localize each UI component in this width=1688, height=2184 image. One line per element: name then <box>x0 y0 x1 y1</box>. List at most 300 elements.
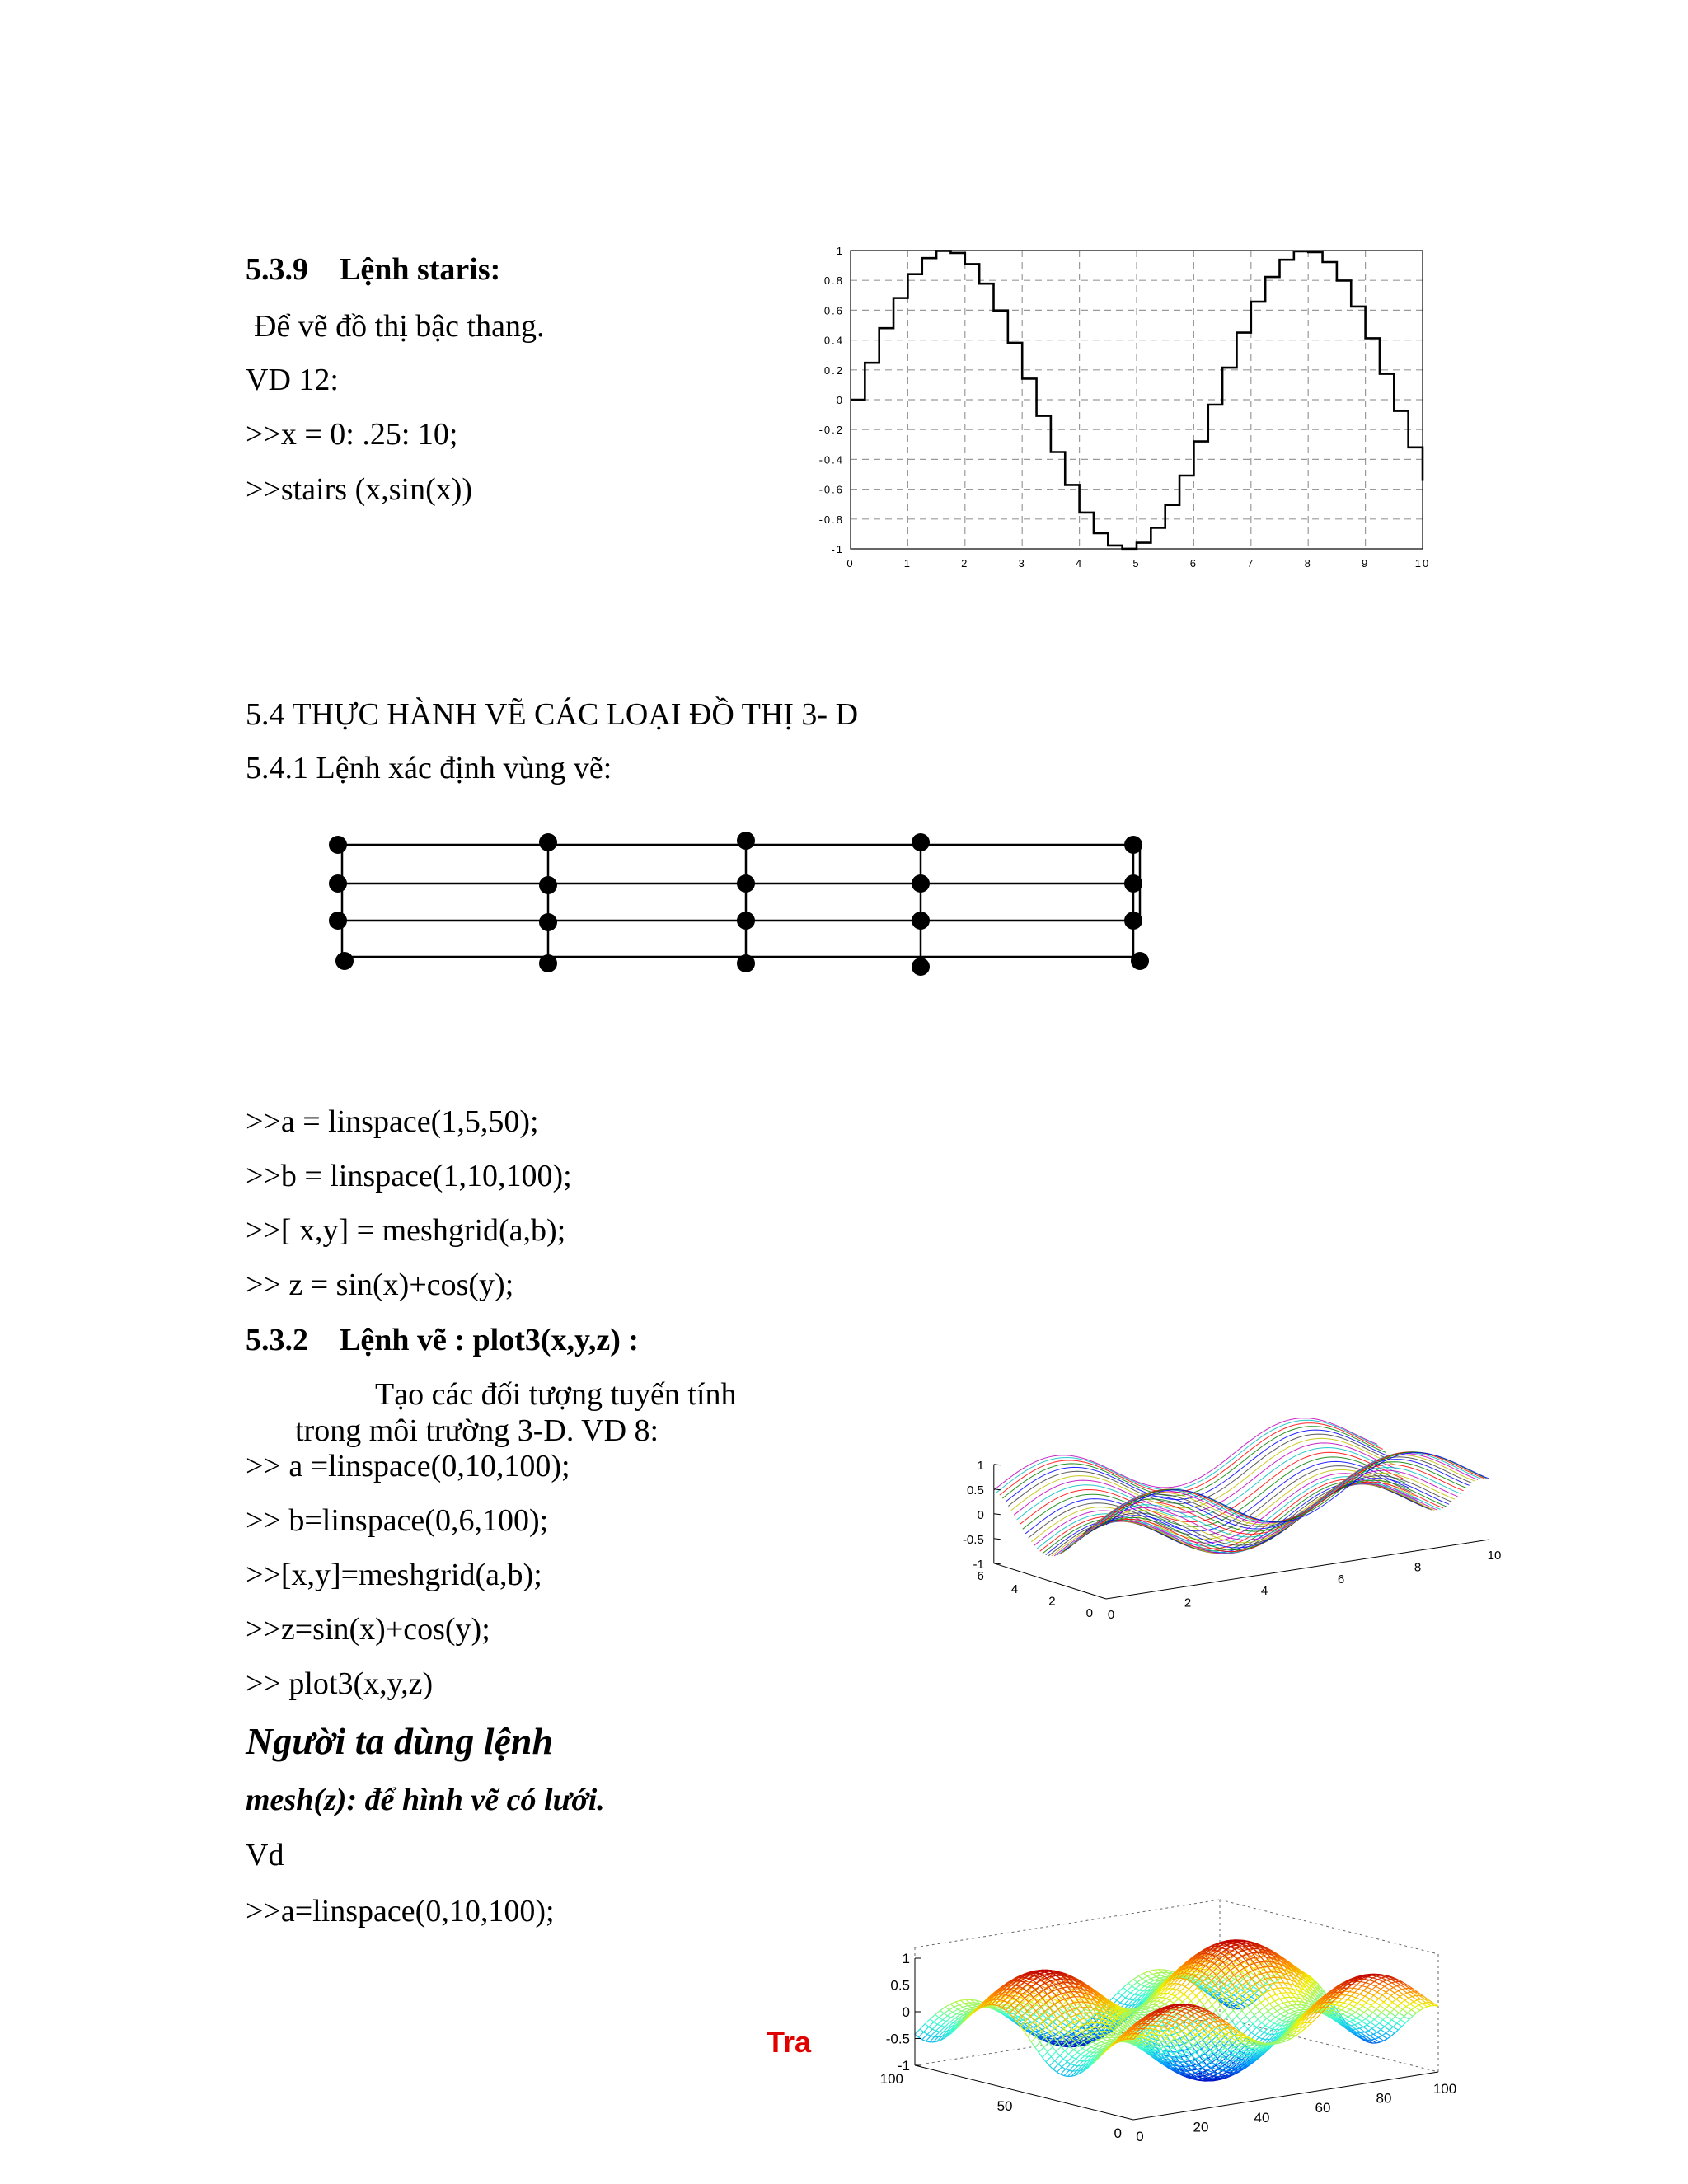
mesh-line <box>1259 1961 1264 1962</box>
mesh-line <box>1092 2042 1095 2045</box>
x-tick-label: 2 <box>1184 1596 1192 1610</box>
grid-point <box>737 912 755 930</box>
mesh-line <box>1154 1970 1159 1971</box>
mesh-line <box>1062 2046 1065 2050</box>
mesh-line <box>1144 1973 1147 1976</box>
mesh-line <box>1228 2011 1233 2016</box>
mesh-line <box>1250 2015 1254 2020</box>
y-tick-label: 4 <box>1010 1582 1019 1597</box>
mesh-line <box>1166 1994 1171 1999</box>
mesh-line <box>1232 2021 1236 2026</box>
mesh-line <box>1263 1994 1266 1999</box>
mesh-line <box>1196 1991 1201 1996</box>
mesh-line <box>1256 2003 1261 2007</box>
mesh-line <box>1239 2025 1244 2030</box>
y-tick-label: 0 <box>1085 1606 1093 1620</box>
mesh-line <box>1259 1989 1262 1994</box>
mesh-line <box>1278 1989 1281 1994</box>
mesh-line <box>1053 2047 1056 2052</box>
mesh-line <box>1273 1989 1278 1990</box>
mesh-line <box>1207 1971 1210 1975</box>
mesh-line <box>1046 2062 1049 2066</box>
mesh-line <box>1055 2004 1058 2009</box>
mesh-line <box>1149 1970 1154 1971</box>
mesh-line <box>1263 2011 1268 2015</box>
mesh-line <box>941 2022 946 2027</box>
mesh-line <box>1055 2055 1060 2060</box>
mesh-line <box>1055 2012 1060 2015</box>
mesh-line <box>1221 1957 1225 1961</box>
y-tick-label: 0 <box>836 394 844 406</box>
mesh-line <box>1170 1996 1175 2000</box>
mesh-line <box>927 2029 932 2034</box>
mesh-line <box>1282 1988 1286 1993</box>
mesh-line <box>1176 1985 1181 1990</box>
mesh-line <box>1269 2001 1274 2004</box>
x-tick-label: 6 <box>1189 557 1198 569</box>
y-tick-label: 0.6 <box>823 304 844 317</box>
mesh-line <box>1183 1997 1188 2002</box>
mesh-line <box>1262 1972 1267 1974</box>
z-tick <box>994 1514 1001 1515</box>
mesh-line <box>1123 1983 1128 1987</box>
mesh-line <box>1049 2066 1053 2069</box>
mesh-line <box>1188 1997 1191 2001</box>
z-tick-label: 0 <box>977 1507 984 1522</box>
mesh-line <box>1141 1985 1144 1986</box>
mesh-line <box>1059 2029 1064 2033</box>
mesh-line <box>1225 2010 1228 2016</box>
mesh-line <box>1144 1983 1149 1986</box>
mesh-line <box>1129 1994 1134 1999</box>
grid-point <box>737 874 755 893</box>
stairs-chart-svg <box>804 237 1442 583</box>
mesh-line <box>926 2041 929 2042</box>
mesh-line <box>1144 1971 1149 1973</box>
mesh-line <box>1249 1949 1254 1950</box>
mesh-line <box>1240 2016 1245 2021</box>
mesh-line <box>1055 2060 1058 2064</box>
mesh-line <box>1245 1946 1250 1947</box>
x-tick-label: 0 <box>1107 1608 1115 1622</box>
mesh-line <box>1070 1998 1073 2003</box>
mesh-line <box>1283 2003 1287 2006</box>
mesh-line <box>1182 1980 1187 1985</box>
x-tick-label: 8 <box>1304 557 1312 569</box>
mesh-line <box>1127 1986 1132 1990</box>
mesh-line <box>932 2024 937 2029</box>
y-tick-label: 6 <box>977 1568 984 1583</box>
mesh-line <box>953 2009 958 2013</box>
mesh-line <box>1146 2008 1151 2009</box>
mesh-line <box>1128 1980 1133 1984</box>
paragraph-stairs-desc: Để vẽ đồ thị bậc thang. <box>254 309 545 344</box>
mesh-line <box>1275 2001 1278 2005</box>
mesh-line <box>1268 2011 1272 2014</box>
mesh-line <box>961 2000 964 2004</box>
mesh-line <box>1165 2000 1170 2004</box>
mesh-line <box>1291 2008 1296 2009</box>
mesh-line <box>1055 1979 1060 1980</box>
mesh-line <box>1174 1999 1179 2003</box>
mesh-line <box>1281 1993 1284 1998</box>
mesh-line <box>1263 1966 1268 1967</box>
mesh-line <box>1248 2029 1251 2032</box>
mesh-line <box>1287 2007 1291 2009</box>
y-tick-label: 0.4 <box>823 334 844 347</box>
grid-point <box>912 874 930 893</box>
mesh-line <box>1053 2069 1057 2072</box>
code-line-a1: >>a = linspace(1,5,50); <box>246 1104 539 1139</box>
mesh-line <box>1273 2008 1278 2011</box>
meshgrid-diagram-svg <box>313 816 1154 989</box>
mesh-line <box>1050 2027 1055 2032</box>
mesh-line <box>956 2011 961 2014</box>
mesh-line <box>934 2018 939 2022</box>
mesh-line <box>1263 2015 1266 2018</box>
mesh-line <box>1254 2015 1258 2019</box>
mesh-line <box>946 2018 951 2022</box>
section-title: Lệnh staris: <box>340 252 501 287</box>
mesh-line <box>1254 2011 1259 2015</box>
mesh-line <box>1058 2059 1063 2064</box>
mesh-line <box>1273 2005 1278 2008</box>
mesh-line <box>1292 2005 1296 2008</box>
mesh-line <box>963 2006 968 2008</box>
mesh-line <box>1139 1986 1144 1990</box>
example-label-vd12: VD 12: <box>246 363 339 397</box>
mesh-line <box>1035 2042 1040 2047</box>
mesh-line <box>1136 1985 1141 1989</box>
mesh-line <box>1216 2010 1219 2016</box>
mesh-line <box>1264 2004 1269 2007</box>
mesh-line <box>1122 1990 1127 1995</box>
mesh-line <box>949 2010 952 2013</box>
mesh-line <box>1286 2009 1291 2011</box>
x-tick-label: 2 <box>961 557 969 569</box>
mesh-line <box>1146 1979 1151 1981</box>
grid-point <box>912 912 930 930</box>
mesh-line <box>1251 2032 1255 2035</box>
mesh-line <box>1067 2062 1071 2064</box>
mesh-line <box>1000 1999 1004 2000</box>
mesh-chart-svg <box>812 1714 1455 2172</box>
mesh-line <box>1074 2050 1077 2052</box>
mesh-line <box>1149 1971 1152 1975</box>
section-heading-532 <box>246 1324 639 1356</box>
mesh-line <box>924 2032 927 2035</box>
mesh-line <box>1251 2027 1256 2032</box>
mesh-line <box>1185 1987 1189 1990</box>
mesh-line <box>944 2010 949 2013</box>
mesh-line <box>1281 2011 1286 2013</box>
mesh-line <box>1057 2072 1060 2074</box>
y-tick-label: 1 <box>836 245 844 257</box>
mesh-line <box>1236 1983 1240 1986</box>
mesh-line <box>1179 1994 1184 1999</box>
mesh-line <box>1182 1985 1185 1986</box>
mesh-line <box>1278 2005 1282 2008</box>
mesh-line <box>1145 2011 1150 2012</box>
mesh-line <box>1063 2059 1067 2061</box>
mesh-line <box>1179 1999 1182 2002</box>
mesh-line <box>1137 1979 1142 1982</box>
grid-point <box>329 874 347 893</box>
mesh-line <box>949 2007 954 2010</box>
mesh-line <box>1281 1993 1286 1994</box>
mesh-line <box>1184 1994 1187 1998</box>
mesh-line <box>1040 2042 1043 2047</box>
mesh-line <box>1147 1975 1152 1976</box>
mesh-line <box>955 2000 960 2002</box>
code-line-meshgrid2: >>[x,y]=meshgrid(a,b); <box>246 1558 542 1592</box>
code-line-meshgrid1: >>[ x,y] = meshgrid(a,b); <box>246 1213 566 1248</box>
mesh-line <box>1285 1997 1290 1998</box>
y-tick-label: -0.8 <box>818 513 844 526</box>
mesh-line <box>936 2026 941 2031</box>
grid-point <box>539 954 557 972</box>
mesh-line <box>1070 1997 1075 1998</box>
mesh-line <box>1200 1995 1205 2000</box>
paragraph-plot3-line1: Tạo các đối tượng tuyến tính <box>375 1377 737 1412</box>
mesh-line <box>944 2013 947 2016</box>
grid-point <box>335 952 354 970</box>
section-heading-541: 5.4.1 Lệnh xác định vùng vẽ: <box>246 751 612 785</box>
mesh-line <box>1277 2008 1282 2011</box>
mesh-line <box>1131 1989 1136 1993</box>
mesh-line <box>1220 1980 1223 1985</box>
mesh-line <box>1068 2054 1072 2057</box>
x-axis-line <box>1106 1540 1489 1599</box>
mesh-line <box>1260 2031 1264 2033</box>
mesh-line <box>1245 2011 1250 2016</box>
mesh-line <box>1261 2003 1264 2008</box>
mesh-line <box>1171 1990 1176 1994</box>
mesh-line <box>1058 2064 1062 2067</box>
mesh-line <box>1117 2000 1120 2003</box>
mesh-line <box>1250 2020 1253 2024</box>
grid-point <box>912 958 930 976</box>
mesh-line <box>1208 2000 1212 2005</box>
mesh-line <box>961 1999 966 2000</box>
mesh-line <box>1051 2057 1054 2061</box>
z-tick-label: -1 <box>973 1557 984 1572</box>
mesh-line <box>1280 1999 1283 2003</box>
mesh-line <box>937 2024 941 2026</box>
code-line-plot3: >> plot3(x,y,z) <box>246 1666 434 1701</box>
mesh-line <box>1234 1993 1238 1995</box>
mesh-line <box>951 2014 956 2018</box>
mesh-line <box>926 2036 931 2041</box>
mesh-line <box>1292 2004 1297 2005</box>
mesh-line <box>1222 1979 1226 1982</box>
x-tick-label: 7 <box>1247 557 1255 569</box>
z-tick-label: 1 <box>977 1458 984 1473</box>
mesh-line <box>1258 2019 1262 2022</box>
mesh-line <box>1072 2057 1076 2060</box>
mesh-line <box>925 2019 930 2024</box>
mesh-line <box>1272 2011 1277 2014</box>
mesh-line <box>1229 1989 1232 1991</box>
mesh-line <box>1207 2005 1212 2010</box>
mesh-line <box>1039 2047 1043 2052</box>
mesh-line <box>959 2004 964 2005</box>
mesh-line <box>945 2007 949 2010</box>
mesh-line <box>1262 2018 1267 2022</box>
mesh-line <box>1238 1952 1242 1957</box>
mesh-line <box>1282 2007 1287 2008</box>
grid-point <box>1124 874 1142 893</box>
x-tick-label: 9 <box>1361 557 1370 569</box>
mesh-line <box>1057 2067 1062 2072</box>
mesh-line <box>1258 1967 1263 1969</box>
mesh-chart <box>812 1714 1455 2172</box>
mesh-line <box>1205 1995 1209 2000</box>
mesh-line <box>1166 1999 1170 2000</box>
mesh-line <box>1122 1995 1125 1998</box>
mesh-line <box>1242 2011 1246 2016</box>
mesh-line <box>1141 1981 1146 1985</box>
mesh-line <box>1046 2057 1051 2062</box>
mesh-line <box>1267 2014 1272 2018</box>
mesh-line <box>1275 1999 1280 2001</box>
mesh-line <box>1170 2000 1174 2003</box>
mesh-line <box>1259 2007 1264 2011</box>
mesh-line <box>920 2024 925 2029</box>
mesh-line <box>1053 2064 1058 2069</box>
mesh-line <box>939 2018 942 2020</box>
mesh-line <box>935 2014 939 2018</box>
x-tick-label: 4 <box>1260 1584 1268 1599</box>
mesh-line <box>1175 1992 1180 1997</box>
mesh-line <box>1137 1982 1141 1985</box>
mesh-line <box>932 2029 935 2031</box>
mesh-line <box>1257 2022 1262 2027</box>
mesh-line <box>1171 1994 1175 1996</box>
mesh-line <box>1275 2014 1280 2018</box>
mesh-line <box>1077 2052 1081 2055</box>
mesh-line <box>1152 1975 1156 1977</box>
mesh-line <box>1132 1982 1137 1986</box>
mesh-line <box>954 2007 958 2009</box>
mesh-line <box>1128 1983 1132 1986</box>
mesh-line <box>1287 2005 1292 2007</box>
mesh-line <box>1189 1990 1192 1993</box>
mesh-line <box>1068 2050 1073 2054</box>
mesh-line <box>1098 2040 1101 2042</box>
mesh-line <box>1231 1980 1235 1983</box>
mesh-line <box>1124 1999 1129 2004</box>
grid-point <box>539 833 557 851</box>
mesh-line <box>1188 1992 1193 1997</box>
mesh-line <box>948 2016 951 2018</box>
mesh-line <box>1268 1990 1273 1991</box>
mesh-line <box>1268 2008 1273 2011</box>
mesh-line <box>1043 2057 1046 2061</box>
mesh-line <box>922 2034 927 2039</box>
mesh-line <box>1232 2016 1237 2021</box>
mesh-line <box>1255 2031 1260 2036</box>
y-tick-label: 0.8 <box>823 274 844 288</box>
mesh-line <box>1241 1943 1246 1944</box>
mesh-line <box>1278 2003 1283 2004</box>
mesh-line <box>1067 2057 1072 2062</box>
mesh-line <box>1127 1990 1131 1993</box>
mesh-line <box>1268 1991 1271 1996</box>
mesh-line <box>964 2003 969 2004</box>
mesh-line <box>950 2002 955 2004</box>
mesh-line <box>1065 2050 1068 2054</box>
plot3-series-line <box>1014 1443 1397 1515</box>
mesh-line <box>1245 2016 1249 2021</box>
mesh-line <box>931 2031 935 2036</box>
mesh-line <box>1264 2007 1268 2011</box>
grid-point <box>539 913 557 931</box>
mesh-line <box>1276 1993 1281 1994</box>
mesh-line <box>1287 1993 1290 1998</box>
mesh-line <box>1138 1973 1143 1975</box>
mesh-line <box>1176 1990 1179 1991</box>
mesh-line <box>1274 1983 1278 1988</box>
mesh-line <box>924 2027 929 2032</box>
z-tick-label: 0.5 <box>966 1483 984 1497</box>
mesh-line <box>1247 1953 1252 1955</box>
code-line-z2: >>z=sin(x)+cos(y); <box>246 1612 490 1647</box>
x-tick-label: 10 <box>1414 557 1431 569</box>
mesh-line <box>1062 2022 1067 2026</box>
mesh-line <box>1062 2002 1066 2005</box>
mesh-line <box>922 2040 926 2041</box>
paragraph-plot3-line2: trong môi trường 3-D. VD 8: <box>295 1413 659 1448</box>
z-tick <box>994 1539 1001 1540</box>
mesh-line <box>1255 2036 1259 2038</box>
mesh-line <box>1237 2011 1242 2016</box>
mesh-line <box>1256 2006 1259 2011</box>
mesh-line <box>1134 1990 1139 1994</box>
mesh-line <box>1271 1994 1276 1996</box>
code-line-mesh-a: >>a=linspace(0,10,100); <box>246 1894 555 1929</box>
code-line-b1: >>b = linspace(1,10,100); <box>246 1159 572 1193</box>
mesh-line <box>1059 1983 1064 1984</box>
mesh-line <box>1142 1976 1147 1979</box>
plot3-series-line <box>1025 1461 1409 1533</box>
mesh-line <box>953 2013 957 2014</box>
x-tick-label: 0 <box>846 557 855 569</box>
mesh-line <box>1191 1996 1196 2001</box>
code-line-x: >>x = 0: .25: 10; <box>246 417 458 452</box>
mesh-line <box>1024 1982 1027 1984</box>
mesh-line <box>1288 2002 1292 2005</box>
grid-point <box>1124 836 1142 854</box>
mesh-line <box>1185 1981 1190 1986</box>
mesh-line <box>1240 1980 1243 1983</box>
mesh-line <box>1200 2000 1203 2005</box>
mesh-line <box>933 2041 936 2042</box>
mesh-line <box>1227 1983 1231 1986</box>
mesh-line <box>1152 1973 1157 1975</box>
mesh-line <box>1244 1949 1249 1951</box>
section-number: 5.3.9 <box>246 252 308 287</box>
code-line-stairs: >>stairs (x,sin(x)) <box>246 472 473 507</box>
mesh-line <box>948 2013 953 2016</box>
mesh-line <box>1035 1990 1039 1994</box>
mesh-line <box>950 2004 954 2008</box>
mesh-line <box>961 2008 966 2011</box>
meshgrid-diagram <box>313 816 1154 989</box>
plot3-chart <box>874 1261 1502 1640</box>
grid-point <box>329 836 347 854</box>
mesh-line <box>927 2034 931 2036</box>
